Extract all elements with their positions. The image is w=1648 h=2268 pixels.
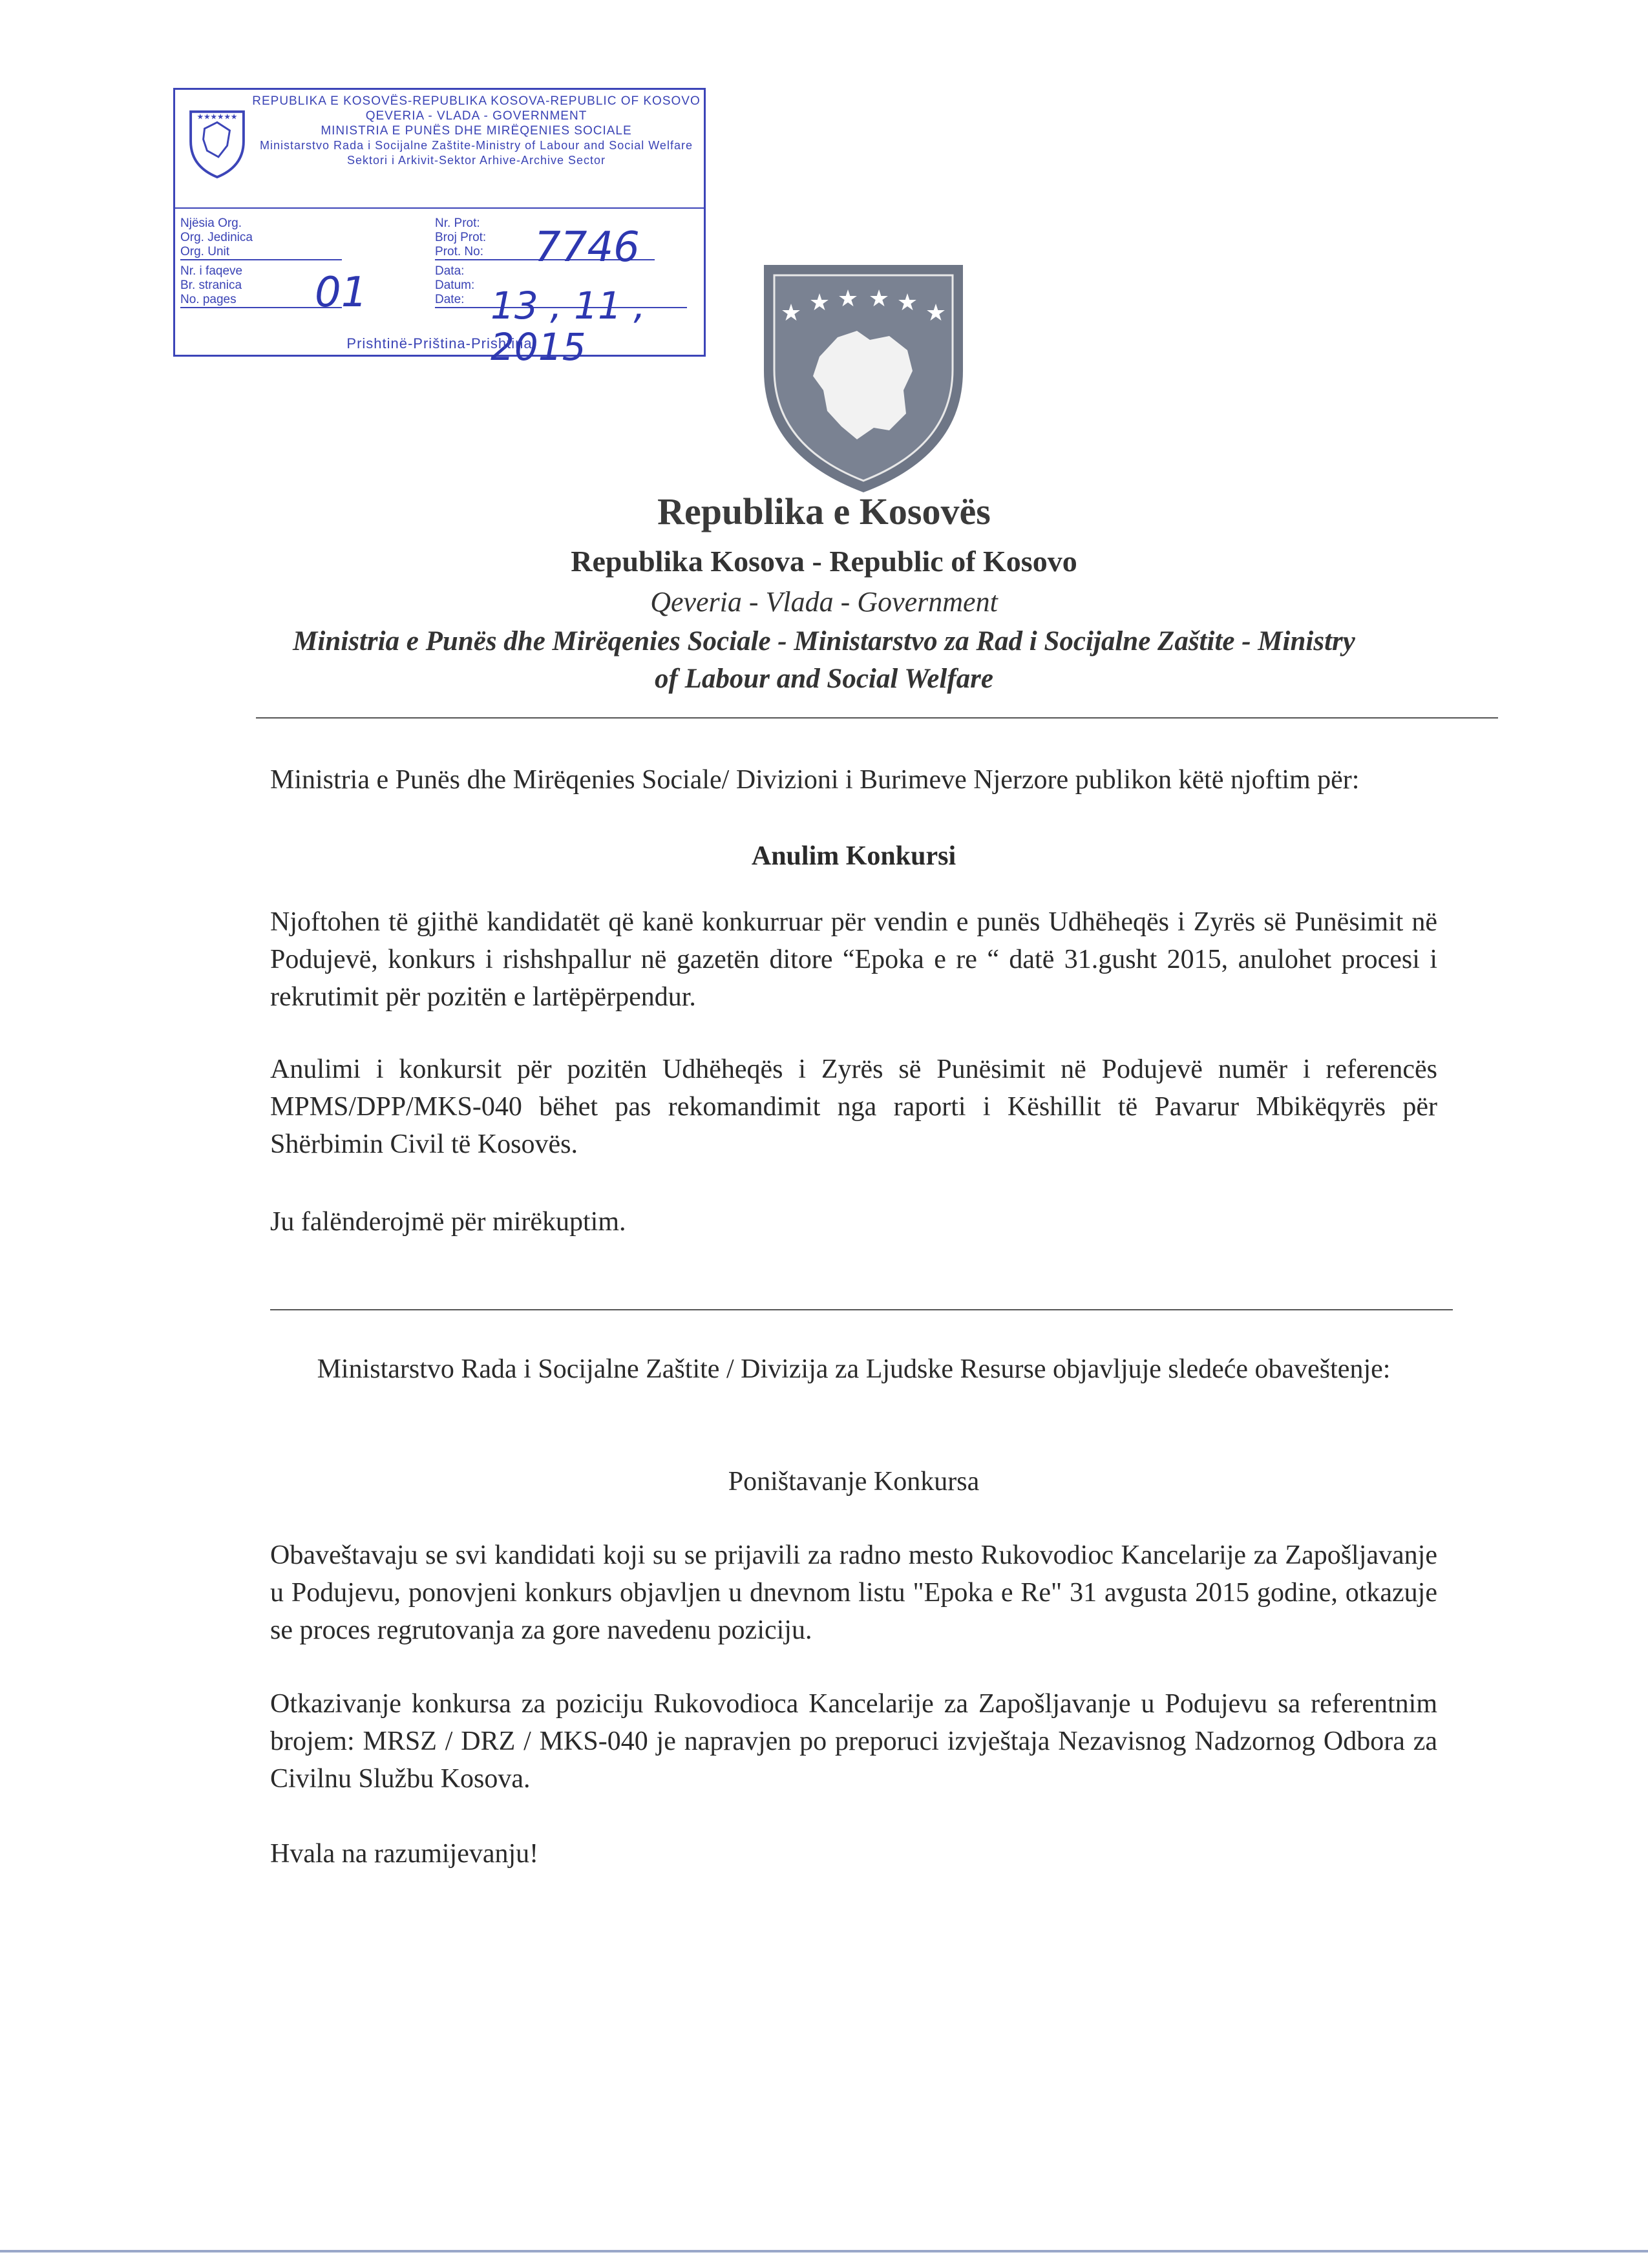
stamp-pages-value: 01: [315, 269, 368, 317]
stamp-pages-label: Nr. i faqeve: [180, 264, 243, 278]
stamp-pages-label: Br. stranica: [180, 278, 242, 292]
svg-text:★: ★: [837, 286, 859, 312]
stamp-pages-label: No. pages: [180, 293, 342, 308]
serbian-thanks: Hvala na razumijevanju!: [270, 1839, 539, 1869]
stamp-header-line: QEVERIA - VLADA - GOVERNMENT: [365, 109, 587, 123]
stamp-date-label: Date:: [435, 293, 687, 308]
svg-text:★: ★: [925, 300, 947, 326]
stamp-date-label: Data:: [435, 264, 465, 278]
stamp-org-label: Org. Jedinica: [180, 231, 253, 244]
header-ministry-line: of Labour and Social Welfare: [655, 664, 993, 694]
stamp-prot-label: Prot. No:: [435, 245, 655, 260]
albanian-heading: Anulim Konkursi: [751, 841, 956, 871]
stamp-date-value: 13 , 11 , 2015: [491, 284, 646, 369]
stamp-emblem-icon: [185, 107, 249, 179]
scan-edge: [0, 2250, 1648, 2252]
stamp-header-line: Ministarstvo Rada i Socijalne Zaštite-Ministry of Labour and Social Welfare: [260, 139, 693, 152]
svg-text:★: ★: [808, 289, 830, 316]
stamp-prot-value: 7746: [534, 224, 640, 271]
svg-text:★★★★★★: ★★★★★★: [196, 112, 238, 121]
kosovo-coat-of-arms-icon: [760, 261, 967, 495]
albanian-paragraph: Anulimi i konkursit për pozitën Udhëheqës i Zyrës së Punësimit në Podujevë numër i referencës MPMS/DPP/MKS-040 bëhet pas rekomandimit nga raporti i Këshillit të Pavarur Mbikëqyrës për Shërbimin Civil të Kosovës.: [270, 1055, 1437, 1159]
stamp-org-label: Njësia Org.: [180, 216, 242, 230]
header-government: Qeveria - Vlada - Government: [650, 586, 998, 618]
serbian-paragraph: Obaveštavaju se svi kandidati koji su se prijavili za radno mesto Rukovodioc Kancelarije za Zapošljavanje u Podujevu, ponovjeni konkurs objavljen u dnevnom listu "Epoka e Re" 31 avgusta 2015 godine, otkazuje se proces regrutovanja za gore navedenu poziciju.: [270, 1540, 1437, 1645]
stamp-footer: Prishtinë-Priština-Prishtina: [346, 335, 533, 352]
page-title: Republika e Kosovës: [657, 490, 991, 532]
svg-text:★: ★: [868, 286, 890, 312]
stamp-header-line: REPUBLIKA E KOSOVËS-REPUBLIKA KOSOVA-REPUBLIC OF KOSOVO: [252, 94, 701, 108]
albanian-paragraph: Njoftohen të gjithë kandidatët që kanë konkurruar për vendin e punës Udhëheqës i Zyrës së Punësimit në Podujevë, konkurs i rishshpallur në gazetën ditore “Epoka e re “ datë 31.gusht 2015, anulohet procesi i rekrutimit për pozitën e lartëpërpendur.: [270, 907, 1437, 1012]
header-ministry-line: Ministria e Punës dhe Mirëqenies Sociale - Ministarstvo za Rad i Socijalne Zaštite - Ministry: [293, 626, 1355, 656]
stamp-header: [251, 94, 701, 168]
albanian-intro: Ministria e Punës dhe Mirëqenies Sociale/ Divizioni i Burimeve Njerzore publikon këtë njoftim për:: [270, 765, 1360, 795]
section-divider: [270, 1309, 1453, 1310]
svg-text:★: ★: [780, 300, 802, 326]
albanian-thanks: Ju falënderojmë për mirëkuptim.: [270, 1207, 626, 1237]
header-subtitle: Republika Kosova - Republic of Kosovo: [571, 545, 1077, 578]
serbian-intro: Ministarstvo Rada i Socijalne Zaštite / Divizija za Ljudske Resurse objavljuje sledeće obaveštenje:: [317, 1354, 1391, 1384]
header-divider: [256, 717, 1498, 719]
serbian-paragraph: Otkazivanje konkursa za poziciju Rukovodioca Kancelarije za Zapošljavanje u Podujevu sa referentnim brojem: MRSZ / DRZ / MKS-040 je napravjen po preporuci izvještaja Nezavisnog Nadzornog Odbora za Civilnu Službu Kosova.: [270, 1689, 1437, 1794]
stamp-header-line: MINISTRIA E PUNËS DHE MIRËQENIES SOCIALE: [321, 124, 632, 138]
stamp-org-label: Org. Unit: [180, 245, 342, 260]
svg-text:★: ★: [896, 289, 918, 316]
stamp-date-label: Datum:: [435, 278, 475, 292]
serbian-heading: Poništavanje Konkursa: [728, 1467, 980, 1496]
stamp-prot-label: Nr. Prot:: [435, 216, 480, 230]
stamp-divider: [175, 207, 704, 209]
archive-stamp: [173, 88, 706, 369]
header-ministry: [0, 623, 1648, 698]
stamp-header-line: Sektori i Arkivit-Sektor Arhive-Archive Sector: [346, 154, 606, 167]
stamp-prot-label: Broj Prot:: [435, 231, 487, 244]
